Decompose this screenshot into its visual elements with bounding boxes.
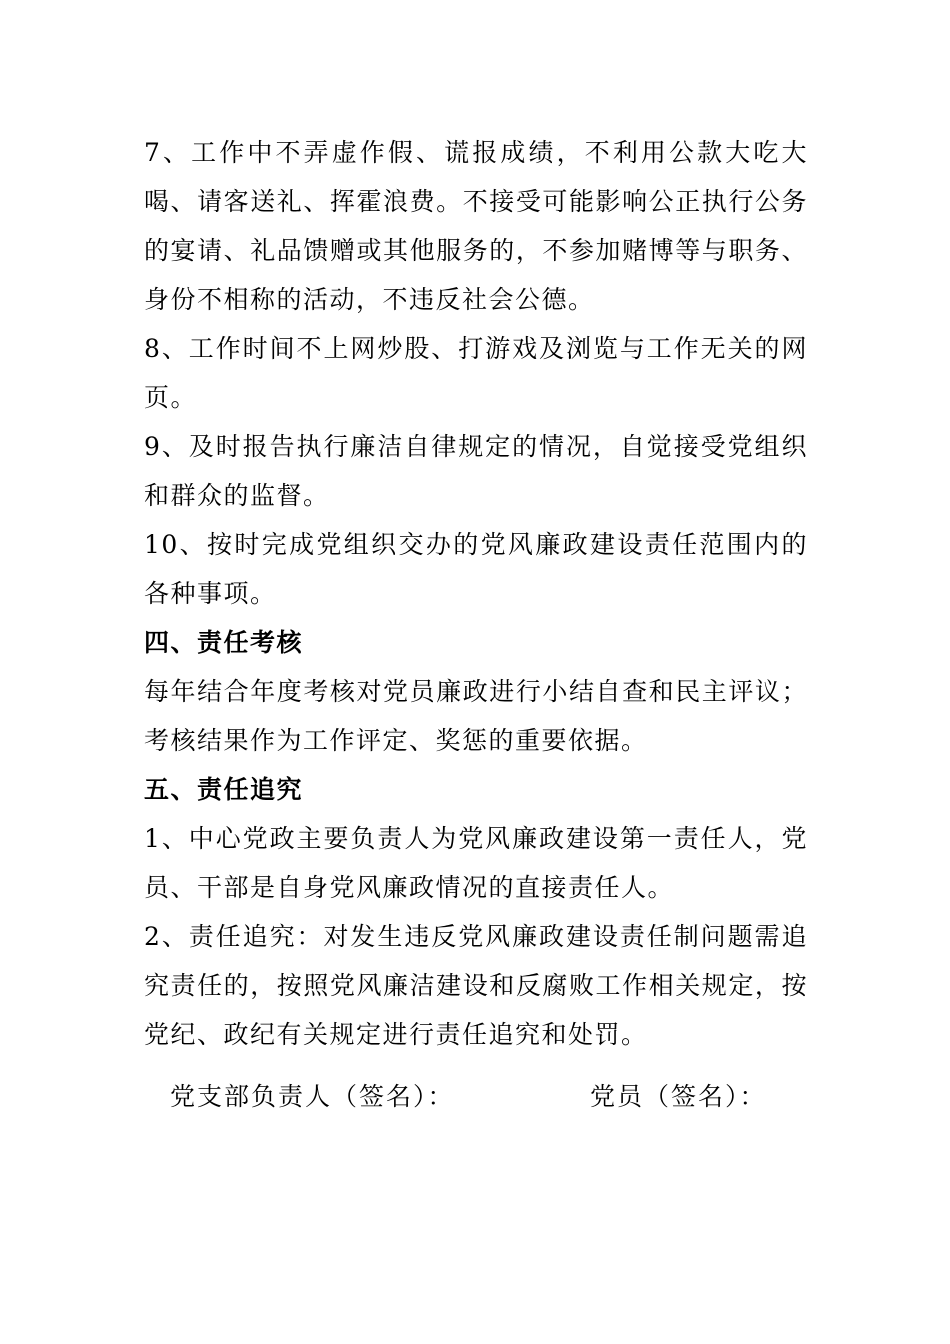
clause-10: 10、按时完成党组织交办的党风廉政建设责任范围内的各种事项。: [144, 530, 808, 608]
signature-block: [170, 1072, 810, 1121]
clause-7: 7、工作中不弄虚作假、谎报成绩，不利用公款大吃大喝、请客送礼、挥霍浪费。不接受可能影响公正执行公务的宴请、礼品馈赠或其他服务的，不参加赌博等与职务、身份不相称的活动，不违反社会公德。: [144, 138, 808, 314]
assessment-paragraph: 每年结合年度考核对党员廉政进行小结自查和民主评议；考核结果作为工作评定、奖惩的重要依据。: [144, 677, 808, 755]
document-body: [144, 128, 808, 1059]
clause-8: 8、工作时间不上网炒股、打游戏及浏览与工作无关的网页。: [144, 334, 808, 412]
branch-leader-signature-label: 党支部负责人（签名）：: [170, 1082, 455, 1111]
clause-9: 9、及时报告执行廉洁自律规定的情况，自觉接受党组织和群众的监督。: [144, 432, 808, 510]
section-heading-assessment: 四、责任考核: [144, 628, 304, 657]
section-heading-accountability: 五、责任追究: [144, 775, 304, 804]
member-signature-label: 党员（签名）：: [590, 1082, 767, 1111]
accountability-clause-2: 2、责任追究：对发生违反党风廉政建设责任制问题需追究责任的，按照党风廉洁建设和反腐败工作相关规定，按党纪、政纪有关规定进行责任追究和处罚。: [144, 922, 808, 1049]
accountability-clause-1: 1、中心党政主要负责人为党风廉政建设第一责任人，党员、干部是自身党风廉政情况的直接责任人。: [144, 824, 808, 902]
